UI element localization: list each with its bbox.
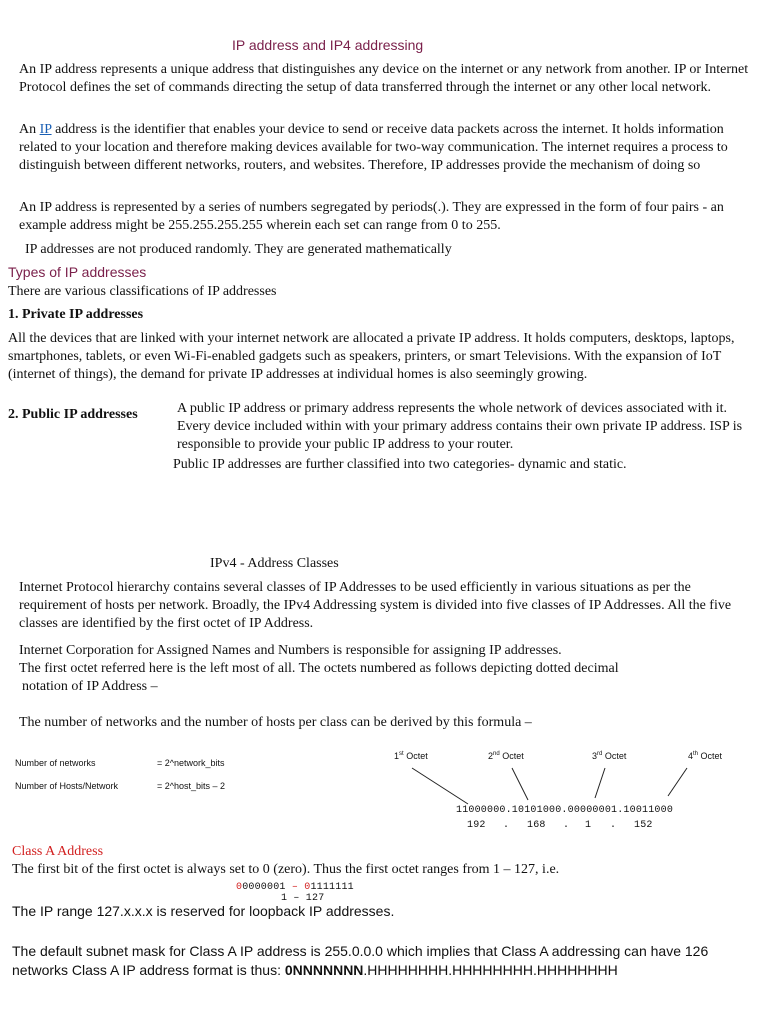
class-a-decimal-range: 1 – 127 [281, 893, 325, 904]
networks-value: = 2^network_bits [157, 758, 225, 768]
octet-label-4: 4th Octet [688, 751, 723, 761]
subnet-line-1: The default subnet mask for Class A IP address is 255.0.0.0 which implies that Class A addressing can have 126 [12, 943, 709, 959]
ipv4-paragraph-1: Internet Protocol hierarchy contains several classes of IP Addresses to be used efficiently in various situations as per the requirement of hosts per network. Broadly, the IPv4 Addressing system is divided into five classes of IP Addresses. All the five classes are identified by the first octet of IP Address. [19, 580, 732, 631]
notation-line: notation of IP Address – [22, 679, 158, 694]
private-heading: 1. Private IP addresses [8, 307, 144, 322]
pointer-line-3 [595, 768, 605, 798]
public-text: A public IP address or primary address represents the whole network of devices associated with it. Every device included within with your primary address contains their own private IP address. ISP is responsible to provide your public IP address to your router. [177, 401, 743, 452]
hosts-value: = 2^host_bits – 2 [157, 781, 226, 791]
icann-line: Internet Corporation for Assigned Names and Numbers is responsible for assigning IP addresses. [19, 643, 562, 658]
private-text: All the devices that are linked with your internet network are allocated a private IP address. It holds computers, desktops, laptops, smartphones, tablets, or even Wi-Fi-enabled gadgets such as speakers, printers, or smart Televisions. With the expansion of IoT (internet of things), the demand for private IP addresses at individual homes is also seemingly growing. [8, 331, 735, 382]
class-a-binary-range: 00000001 – 01111111 [236, 882, 354, 893]
octet-label-2: 2nd Octet [488, 751, 524, 761]
public-heading: 2. Public IP addresses [8, 407, 138, 422]
octet-binary: 11000000.10101000.00000001.10011000 [456, 805, 674, 816]
public-text-2: Public IP addresses are further classified into two categories- dynamic and static. [173, 457, 627, 472]
formula-intro: The number of networks and the number of hosts per class can be derived by this formula – [19, 715, 532, 730]
octet-line: The first octet referred here is the left most of all. The octets numbered as follows depicting dotted decimal [19, 661, 619, 676]
ipv4-heading: IPv4 - Address Classes [210, 556, 339, 571]
subnet-line-2: networks Class A IP address format is thus: 0NNNNNNN.HHHHHHHH.HHHHHHHH.HHHHHHHH [12, 962, 618, 978]
class-a-heading: Class A Address [12, 844, 104, 859]
generation-paragraph: IP addresses are not produced randomly. They are generated mathematically [25, 242, 452, 257]
octet-label-3: 3rd Octet [592, 751, 627, 761]
representation-paragraph: An IP address is represented by a series of numbers segregated by periods(.). They are expressed in the form of four pairs - an example address might be 255.255.255.255 wherein each set can range from 0 to 255. [19, 200, 724, 233]
pointer-line-2 [512, 768, 528, 800]
networks-label: Number of networks [15, 758, 96, 768]
types-heading: Types of IP addresses [8, 264, 147, 280]
identifier-paragraph [19, 121, 754, 175]
octet-label-1: 1st Octet [394, 751, 428, 761]
loopback-text: The IP range 127.x.x.x is reserved for loopback IP addresses. [12, 903, 395, 919]
para2-prefix: An [19, 122, 40, 137]
pointer-line-1 [412, 768, 468, 804]
ip-link[interactable]: IP [39, 122, 52, 137]
para2-rest: address is the identifier that enables your device to send or receive data packets across the internet. It holds information related to your location and therefore making devices available for two-way communication. The internet requires a process to distinguish between different networks, routers, and websites. Therefore, IP addresses provide the mechanism of doing so [19, 122, 728, 173]
hosts-label: Number of Hosts/Network [15, 781, 119, 791]
octet-pointer-lines [380, 760, 720, 810]
intro-paragraph: An IP address represents a unique address that distinguishes any device on the internet or any network from another. IP or Internet Protocol defines the set of commands directing the setup of data transferred through the internet or any other local network. [19, 62, 749, 95]
pointer-line-4 [668, 768, 687, 796]
types-intro: There are various classifications of IP addresses [8, 284, 277, 299]
class-a-text: The first bit of the first octet is always set to 0 (zero). Thus the first octet ranges from 1 – 127, i.e. [12, 862, 560, 877]
page-title: IP address and IP4 addressing [232, 37, 424, 53]
